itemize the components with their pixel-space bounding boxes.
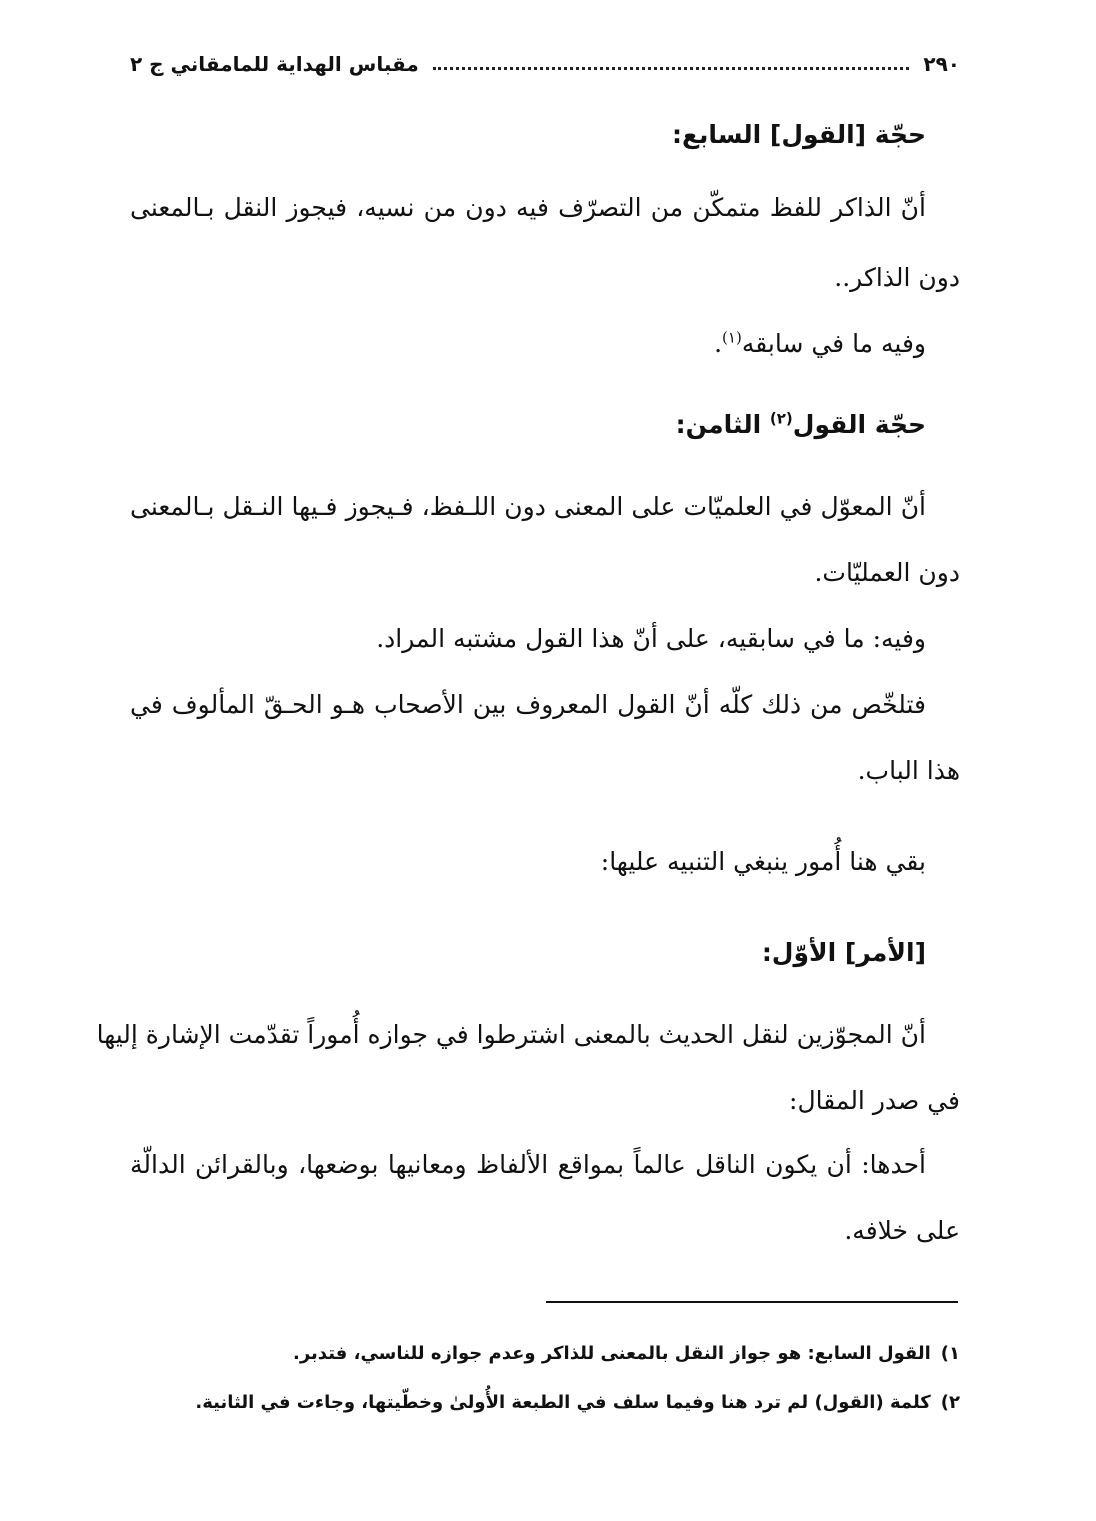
paragraph-line: أنّ المجوّزين لنقل الحديث بالمعنى اشترطوا في جوازه أُموراً تقدّمت الإشارة إليها [96,1020,926,1049]
footnote [195,1392,960,1413]
footnote-number: ٢) [940,1392,960,1413]
critique-line [130,329,926,359]
intro-line: بقي هنا أُمور ينبغي التنبيه عليها: [600,847,926,876]
heading-part: الثامن: [675,410,770,439]
paragraph-line: في صدر المقال: [789,1086,960,1115]
critique-text: وفيه ما في سابقه [741,329,926,358]
footnote-rule [546,1301,958,1303]
footnote [293,1343,960,1364]
paragraph-line: على خلافه. [844,1216,960,1245]
critique-line: وفيه: ما في سابقيه، على أنّ هذا القول مشتبه المراد. [376,624,926,653]
paragraph-line: دون العمليّات. [814,558,960,587]
paragraph-line: أنّ المعوّل في العلميّات على المعنى دون اللـفظ، فـيجوز فـيها النـقل بـالمعنى [130,492,926,521]
section-heading-first-matter: [الأمر] الأوّل: [761,938,926,967]
footnote-text: كلمة (القول) لم ترد هنا وفيما سلف في الطبعة الأُولىٰ وخطّيتها، وجاءت في الثانية. [195,1392,931,1413]
critique-end: . [714,329,723,358]
heading-part: حجّة القول [792,410,926,439]
book-title: مقباس الهداية للمامقاني ج ٢ [130,52,419,76]
footnote-number: ١) [940,1343,960,1364]
summary-line: فتلخّص من ذلك كلّه أنّ القول المعروف بين الأصحاب هـو الحـقّ المألوف في [130,690,926,719]
section-heading-seventh: حجّة [القول] السابع: [671,120,926,149]
footnote-ref: (٢) [769,409,793,428]
footnote-ref: (١) [722,328,742,347]
page-number: ٢٩٠ [923,52,960,76]
running-header [130,44,960,84]
footnote-text: القول السابع: هو جواز النقل بالمعنى للذاكر وعدم جوازه للناسي، فتدبر. [293,1343,931,1364]
section-heading-eighth [130,410,926,440]
paragraph-line: أحدها: أن يكون الناقل عالماً بمواقع الألفاظ ومعانيها بوضعها، وبالقرائن الدالّة [130,1150,926,1179]
dotted-leader [433,67,910,70]
paragraph-line: أنّ الذاكر للفظ متمكّن من التصرّف فيه دون من نسيه، فيجوز النقل بـالمعنى [130,193,926,222]
paragraph-line: دون الذاكر.. [834,263,960,292]
summary-line: هذا الباب. [857,756,960,785]
